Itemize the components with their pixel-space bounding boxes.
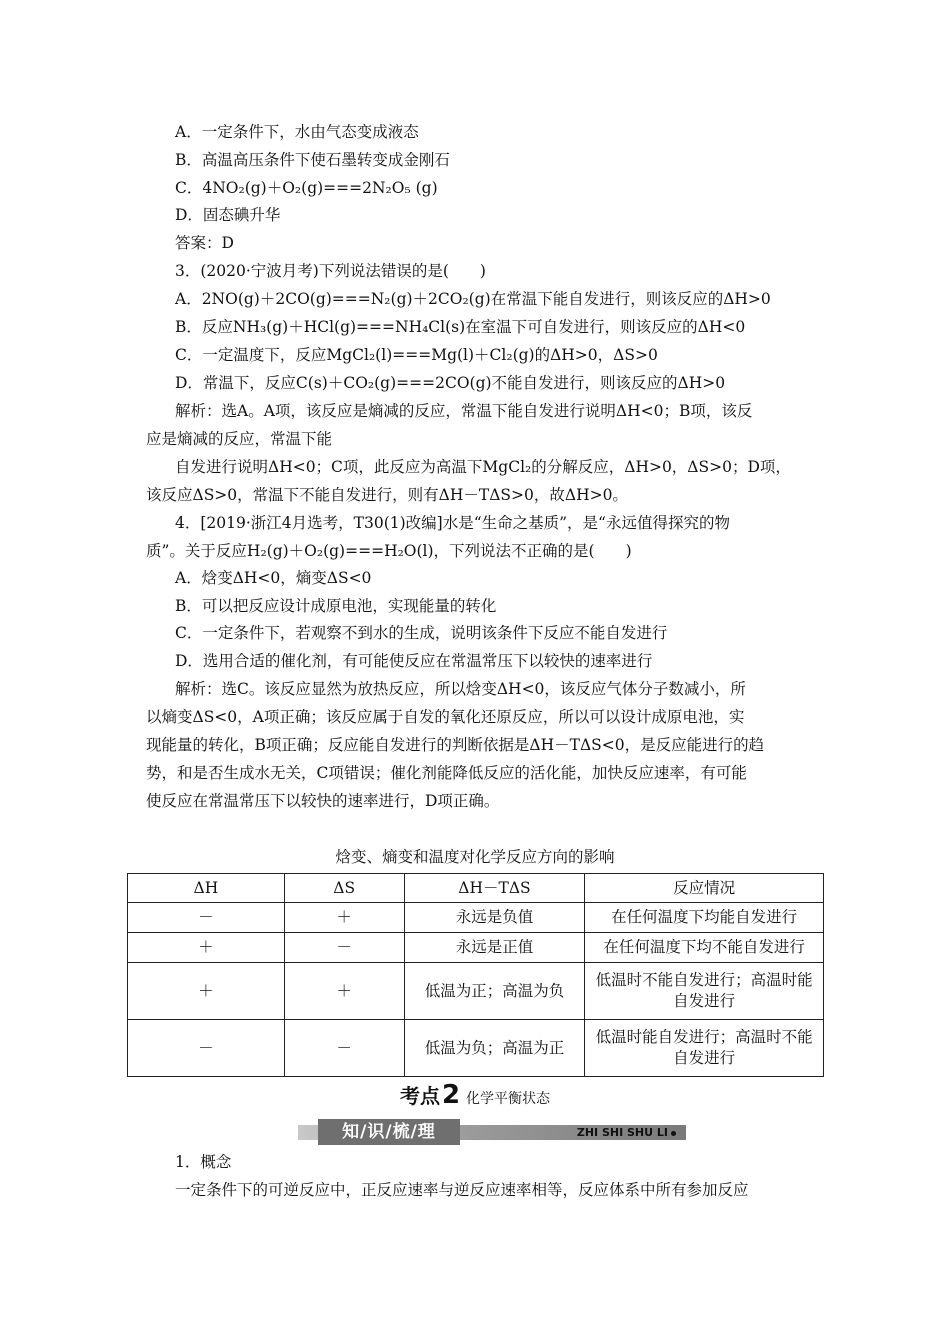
q3-option-d: D．常温下，反应C(s)＋CO₂(g)===2CO(g)不能自发进行，则该反应的ΔH>0 [175,374,726,392]
section-number: 2 [441,1080,461,1110]
q3-analysis-line-2: 应是熵减的反应，常温下能 [146,430,333,448]
q3-analysis-line-3: 自发进行说明ΔH<0；C项，此反应为高温下MgCl₂的分解反应，ΔH>0，ΔS>0；D项， [175,458,791,476]
q2-option-d: D．固态碘升华 [175,206,281,224]
table-cell: 永远是正值 [404,933,585,963]
banner-english-label [577,1125,676,1140]
table-cell: － [284,1020,404,1077]
q2-option-b: B．高温高压条件下使石墨转变成金刚石 [175,151,450,169]
table-cell: ＋ [128,933,285,963]
q4-option-d: D．选用合适的催化剂，有可能使反应在常温常压下以较快的速率进行 [175,652,653,670]
section-heading [0,1080,950,1110]
q4-analysis-line-2: 以熵变ΔS<0，A项正确；该反应属于自发的氧化还原反应，所以可以设计成原电池，实 [146,708,745,726]
q3-option-c: C．一定温度下，反应MgCl₂(l)===Mg(l)＋Cl₂(g)的ΔH>0，ΔS>0 [175,346,658,364]
q4-stem-line-2: 质”。关于反应H₂(g)＋O₂(g)===H₂O(l)，下列说法不正确的是( ) [146,542,632,560]
concept-text: 一定条件下的可逆反应中，正反应速率与逆反应速率相等，反应体系中所有参加反应 [175,1181,749,1199]
section-title: 化学平衡状态 [466,1091,551,1107]
table-cell: ＋ [284,963,404,1020]
table-row [128,963,824,1020]
section-label: 考点 [399,1084,440,1108]
q3-option-b: B．反应NH₃(g)＋HCl(g)===NH₄Cl(s)在室温下可自发进行，则该反应的ΔH<0 [175,318,746,336]
q4-analysis-line-3: 现能量的转化，B项正确；反应能自发进行的判断依据是ΔH－TΔS<0，是反应能进行的趋 [146,736,765,754]
table-cell: 永远是负值 [404,903,585,933]
q4-option-b: B．可以把反应设计成原电池，实现能量的转化 [175,597,497,615]
table-cell: 在任何温度下均不能自发进行 [585,933,824,963]
q2-option-a: A．一定条件下，水由气态变成液态 [175,123,419,141]
table-cell: 在任何温度下均能自发进行 [585,903,824,933]
table-header-row [128,874,824,903]
table-header-cell: 反应情况 [585,874,824,903]
q4-stem-line-1: 4．[2019·浙江4月选考，T30(1)改编]水是“生命之基质”，是“永远值得探究的物 [175,514,730,532]
bullet-dot-icon [671,1131,676,1136]
table-cell: ＋ [128,963,285,1020]
q4-analysis-line-4: 势，和是否生成水无关，C项错误；催化剂能降低反应的活化能，加快反应速率，有可能 [146,764,747,782]
table-cell: ＋ [284,903,404,933]
q3-analysis-line-1: 解析：选A。A项，该反应是熵减的反应，常温下能自发进行说明ΔH<0；B项，该反 [175,402,753,420]
q4-option-c: C．一定条件下，若观察不到水的生成，说明该条件下反应不能自发进行 [175,624,668,642]
table-cell: 低温时不能自发进行；高温时能自发进行 [585,963,824,1020]
table-cell: 低温为负；高温为正 [404,1020,585,1077]
table-row [128,1020,824,1077]
banner-chinese-label: 知/识/梳/理 [318,1119,460,1145]
q3-stem: 3．(2020·宁波月考)下列说法错误的是( ) [175,262,486,280]
q3-analysis-line-4: 该反应ΔS>0，常温下不能自发进行，则有ΔH－TΔS>0，故ΔH>0。 [146,486,628,504]
table-row [128,933,824,963]
table-header-cell: ΔS [284,874,404,903]
table-header-cell: ΔH [128,874,285,903]
q3-option-a: A．2NO(g)＋2CO(g)===N₂(g)＋2CO₂(g)在常温下能自发进行，则该反应的ΔH>0 [175,290,771,308]
table-header-cell: ΔH－TΔS [404,874,585,903]
concept-heading: 1．概念 [175,1153,232,1171]
knowledge-banner [298,1119,686,1145]
q4-option-a: A．焓变ΔH<0，熵变ΔS<0 [175,569,372,587]
table-caption: 焓变、熵变和温度对化学反应方向的影响 [335,848,615,866]
q4-analysis-line-5: 使反应在常温常压下以较快的速率进行，D项正确。 [146,792,500,810]
table-cell: 低温时能自发进行；高温时不能自发进行 [585,1020,824,1077]
table-cell: － [284,933,404,963]
table-cell: 低温为正；高温为负 [404,963,585,1020]
table-row [128,903,824,933]
q2-answer: 答案：D [175,234,234,252]
enthalpy-entropy-table [127,873,824,1077]
q4-analysis-line-1: 解析：选C。该反应显然为放热反应，所以焓变ΔH<0，该反应气体分子数减小，所 [175,680,746,698]
table-cell: － [128,903,285,933]
banner-english-text: ZHI SHI SHU LI [576,1126,668,1139]
table-cell: － [128,1020,285,1077]
q2-option-c: C．4NO₂(g)＋O₂(g)===2N₂O₅ (g) [175,179,438,197]
